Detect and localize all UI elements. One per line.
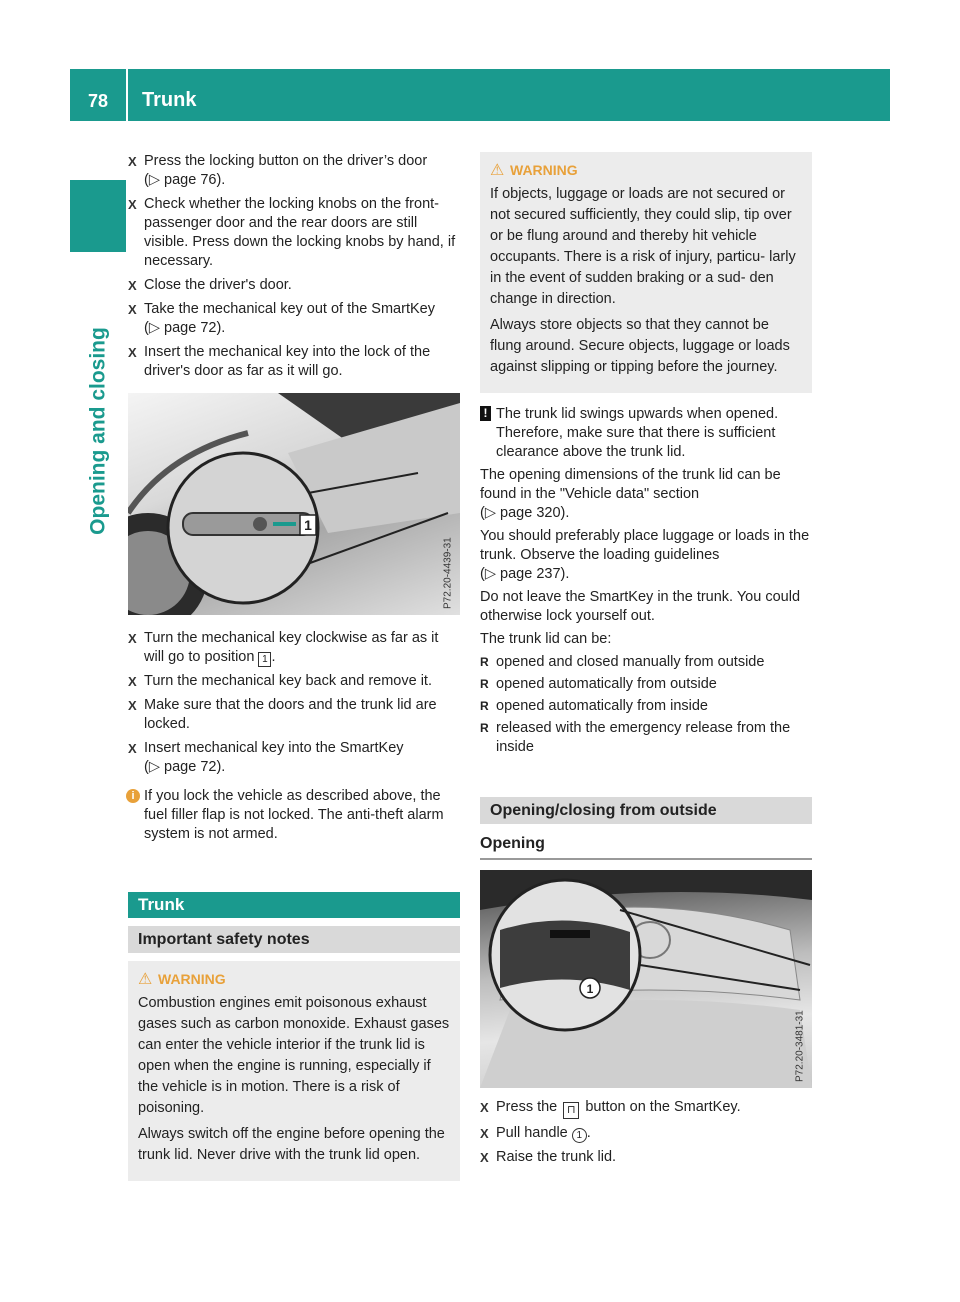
paragraph: The trunk lid can be: [480,631,612,647]
figure-code: P72.20-3481-31 [795,1010,806,1082]
step-item [480,1148,812,1167]
step-item [128,195,460,271]
step-arrow-icon: X [128,345,137,360]
info-icon: i [126,789,140,803]
paragraph-text: The opening dimensions of the trunk lid can be found in the "Vehicle data" section [480,467,781,502]
side-tab-marker [70,180,126,252]
warning-box [128,961,460,1181]
step-item [128,276,460,295]
trunk-button-icon: ⊓ [563,1102,579,1119]
figure-code: P72.20-4439-31 [443,537,454,609]
page-ref[interactable]: page 237 [500,566,561,582]
step-suffix: ). [216,320,226,336]
step-arrow-icon: X [128,674,137,689]
step-suffix: ). [216,172,226,188]
list-item-text: opened automatically from outside [496,676,717,692]
step-arrow-icon: X [128,154,137,169]
list-item [480,675,812,694]
notice-note [480,405,812,462]
door-lock-illustration [128,393,460,615]
step-item: X Take the mechanical key out of the SmartKey (▷ page 72). [128,301,435,336]
side-label [70,258,126,603]
step-item [128,343,460,381]
warning-heading [490,160,802,181]
bullet-icon: R [480,655,489,669]
step-text: Turn the mechanical key back and remove it. [144,673,432,689]
list-item [480,653,812,672]
step-item: X Press the locking button on the driver’s door (▷ page 76). [128,153,428,188]
step-text: Insert the mechanical key into the lock of the driver's door as far as it will go. [144,344,431,379]
position-marker: 1 [258,652,271,667]
door-lock-figure [128,393,460,615]
step-item [128,629,460,667]
page-number: 78 [70,69,128,121]
page-ref-arrow-icon: ▷ [148,172,160,188]
bullet-icon: R [480,699,489,713]
list-item-text: opened automatically from inside [496,698,708,714]
figure-callout: 1 [304,517,312,533]
step-text: Pull handle [496,1125,568,1141]
warning-paragraph: Combustion engines emit poisonous exhaust gases such as carbon monoxide. Exhaust gases can enter the vehicle interior if the trunk lid is open when the engine is running, especially if the vehicle is in motion. There is a risk of poisoning. [138,995,450,1116]
step-item [128,672,460,691]
warning-paragraph: Always switch off the engine before opening the trunk lid. Never drive with the trunk lid open. [138,1126,445,1163]
figure-callout: 1 [586,982,594,996]
page-ref[interactable]: page 72 [164,759,217,775]
side-label-text: Opening and closing [86,326,110,535]
step-item [480,1124,812,1143]
header-title: Trunk [142,89,197,111]
warning-label: WARNING [510,162,578,178]
section-title: Trunk [128,892,460,918]
warning-paragraph: Always store objects so that they cannot be flung around. Secure objects, luggage or loads against slipping or tipping before the journey. [490,317,790,375]
right-column [480,152,812,1172]
paragraph: The opening dimensions of the trunk lid can be found in the "Vehicle data" section (▷ page 320). [480,467,781,521]
page-ref-arrow-icon: ▷ [484,505,496,521]
step-text: Check whether the locking knobs on the front-passenger door and the rear doors are still visible. Press down the locking knobs by hand, if necessary. [144,196,456,269]
list-item [480,719,812,757]
paragraph: Do not leave the SmartKey in the trunk. You could otherwise lock yourself out. [480,589,801,624]
list-item [480,697,812,716]
step-text: Turn the mechanical key clockwise as far as it will go to position [144,630,439,665]
step-arrow-icon: X [128,698,137,713]
step-text: button on the SmartKey. [585,1099,741,1115]
step-text: Insert mechanical key into the SmartKey [144,740,404,756]
paragraph-text: You should preferably place luggage or loads in the trunk. Observe the loading guidelines [480,528,810,563]
info-note-text: If you lock the vehicle as described above, the fuel filler flap is not locked. The anti-theft alarm system is not armed. [144,788,444,842]
step-item: X Insert mechanical key into the SmartKey (▷ page 72). [128,740,404,775]
handle-marker: 1 [572,1128,587,1143]
warning-triangle-icon: ⚠ [490,162,505,179]
left-column [128,152,460,1181]
warning-heading [138,969,450,990]
step-arrow-icon: X [480,1150,489,1165]
page-ref-arrow-icon: ▷ [148,320,160,336]
list-item-text: released with the emergency release from the inside [496,720,791,755]
warning-triangle-icon: ⚠ [138,971,153,988]
list-item-text: opened and closed manually from outside [496,654,765,670]
info-note [128,787,460,844]
step-text: Take the mechanical key out of the SmartKey [144,301,435,317]
step-item [480,1098,812,1119]
step-item [128,696,460,734]
step-suffix: . [586,1125,591,1141]
step-arrow-icon: X [128,302,137,317]
page-ref-arrow-icon: ▷ [148,759,160,775]
bullet-icon: R [480,677,489,691]
page-header [70,69,890,121]
paragraph-suffix: ). [560,505,570,521]
bullet-icon: R [480,721,489,735]
exclamation-icon: ! [480,406,491,421]
notice-text: The trunk lid swings upwards when opened. Therefore, make sure that there is sufficient clearance above the trunk lid. [496,406,779,460]
paragraph: You should preferably place luggage or loads in the trunk. Observe the loading guidelines (▷ page 237). [480,528,810,582]
warning-label: WARNING [158,971,226,987]
page-ref[interactable]: page 76 [164,172,217,188]
heading-opening: Opening [480,834,812,860]
step-arrow-icon: X [128,278,137,293]
page-ref[interactable]: page 320 [500,505,561,521]
subsection-title: Important safety notes [128,926,460,953]
warning-box [480,152,812,393]
paragraph-suffix: ). [560,566,570,582]
step-arrow-icon: X [128,631,137,646]
step-text: Raise the trunk lid. [496,1149,617,1165]
step-text: Close the driver's door. [144,277,292,293]
step-arrow-icon: X [480,1126,489,1141]
step-arrow-icon: X [128,741,137,756]
trunk-illustration [480,870,812,1088]
subsection-title: Opening/closing from outside [480,797,812,824]
step-arrow-icon: X [480,1100,489,1115]
step-suffix: ). [216,759,226,775]
step-text: Press the locking button on the driver’s door [144,153,428,169]
step-text: Press the [496,1099,558,1115]
trunk-figure [480,870,812,1088]
step-suffix: . [271,649,276,665]
step-text: Make sure that the doors and the trunk lid are locked. [144,697,437,732]
step-arrow-icon: X [128,197,137,212]
page-ref[interactable]: page 72 [164,320,217,336]
page-ref-arrow-icon: ▷ [484,566,496,582]
warning-paragraph: If objects, luggage or loads are not secured or not secured sufficiently, they could slip, tip over or be flung around and thereby hit vehicle occupants. There is a risk of injury, particu- larly in the event of sudden braking or a sud- den change in direction. [490,186,796,307]
